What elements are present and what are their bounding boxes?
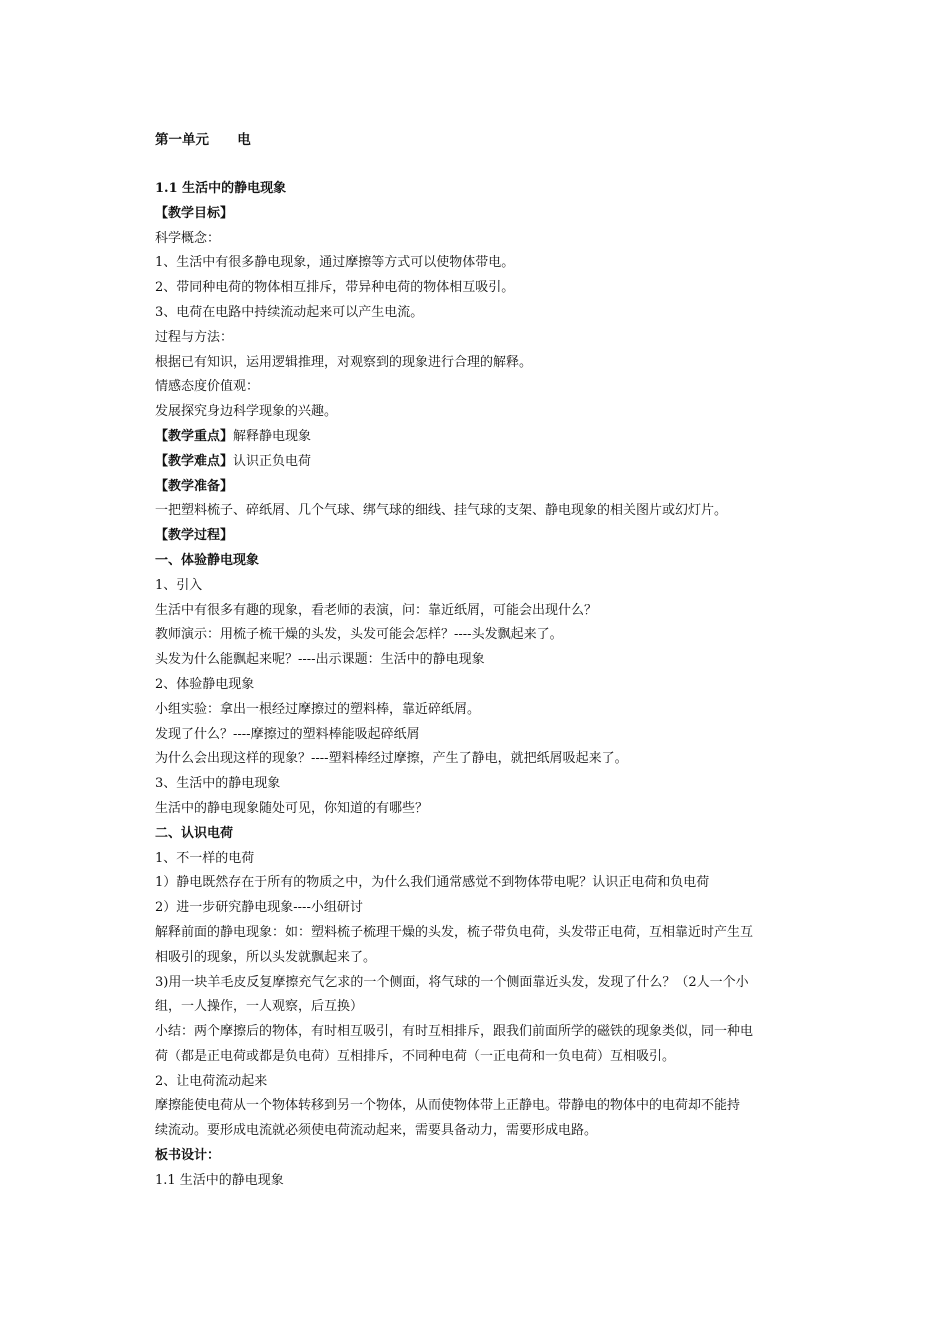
text-line: 3、生活中的静电现象 [155,776,281,792]
text-line: 【教学目标】 [155,205,234,221]
text-line [155,425,805,450]
text-line: 2、带同种电荷的物体相互排斥，带异种电荷的物体相互吸引。 [155,280,515,296]
document-body [155,177,805,1194]
text-line: 发现了什么？----摩擦过的塑料棒能吸起碎纸屑 [155,726,420,742]
text-line: 2）进一步研究静电现象----小组研讨 [155,900,363,916]
text-line: 摩擦能使电荷从一个物体转移到另一个物体，从而使物体带上正静电。带静电的物体中的电荷却不能持 [155,1098,741,1114]
text-line: 1、不一样的电荷 [155,850,255,866]
text-line: 相吸引的现象，所以头发就飘起来了。 [155,949,377,965]
text-line: 生活中的静电现象随处可见，你知道的有哪些？ [155,800,429,816]
document-page [155,0,805,1344]
section-label: 【教学难点】 [155,453,234,469]
section-value: 认识正负电荷 [233,453,312,469]
text-line: 为什么会出现这样的现象？----塑料棒经过摩擦，产生了静电，就把纸屑吸起来了。 [155,751,628,767]
text-line: 解释前面的静电现象：如：塑料梳子梳理干燥的头发，梳子带负电荷，头发带正电荷，互相靠近时产生互 [155,924,754,940]
text-line: 3、电荷在电路中持续流动起来可以产生电流。 [155,304,424,320]
section-label: 【教学重点】 [155,428,234,444]
text-line: 1、生活中有很多静电现象，通过摩擦等方式可以使物体带电。 [155,255,515,271]
text-line: 根据已有知识，运用逻辑推理，对观察到的现象进行合理的解释。 [155,354,533,370]
text-line: 1.1 生活中的静电现象 [155,181,287,196]
unit-title: 第一单元 电 [155,132,251,148]
text-line: 2、体验静电现象 [155,676,255,692]
text-line: 教师演示：用梳子梳干燥的头发，头发可能会怎样？----头发飘起来了。 [155,627,563,643]
text-line: 组，一人操作，一人观察，后互换） [155,999,364,1015]
text-line: 小组实验：拿出一根经过摩擦过的塑料棒，靠近碎纸屑。 [155,701,481,717]
text-line: 【教学准备】 [155,478,234,494]
text-line: 2、让电荷流动起来 [155,1073,268,1089]
text-line: 1、引入 [155,577,203,593]
text-line: 头发为什么能飘起来呢？----出示课题：生活中的静电现象 [155,652,485,668]
section-value: 解释静电现象 [233,428,312,444]
text-line: 3)用一块羊毛皮反复摩擦充气乞求的一个侧面，将气球的一个侧面靠近头发，发现了什么？（2人一个小 [155,974,749,990]
text-line: 生活中有很多有趣的现象，看老师的表演，问：靠近纸屑，可能会出现什么？ [155,602,598,618]
text-line: 续流动。要形成电流就必须使电荷流动起来，需要具备动力，需要形成电路。 [155,1123,598,1139]
text-line: 荷（都是正电荷或都是负电荷）互相排斥，不同种电荷（一正电荷和一负电荷）互相吸引。 [155,1048,676,1064]
text-line: 二、认识电荷 [155,825,234,841]
text-line: 小结：两个摩擦后的物体，有时相互吸引，有时互相排斥，跟我们前面所学的磁铁的现象类似，同一种电 [155,1024,754,1040]
text-line: 【教学过程】 [155,528,234,544]
text-line: 一、体验静电现象 [155,552,260,568]
text-line: 科学概念： [155,230,221,246]
text-line: 板书设计： [155,1148,221,1164]
text-line: 发展探究身边科学现象的兴趣。 [155,404,338,420]
text-line: 情感态度价值观： [155,379,260,395]
text-line: 1）静电既然存在于所有的物质之中，为什么我们通常感觉不到物体带电呢？认识正电荷和负电荷 [155,875,710,891]
text-line: 一把塑料梳子、碎纸屑、几个气球、绑气球的细线、挂气球的支架、静电现象的相关图片或幻灯片。 [155,503,728,519]
text-line: 1.1 生活中的静电现象 [155,1172,284,1188]
text-line [155,450,805,475]
text-line: 过程与方法： [155,329,234,345]
